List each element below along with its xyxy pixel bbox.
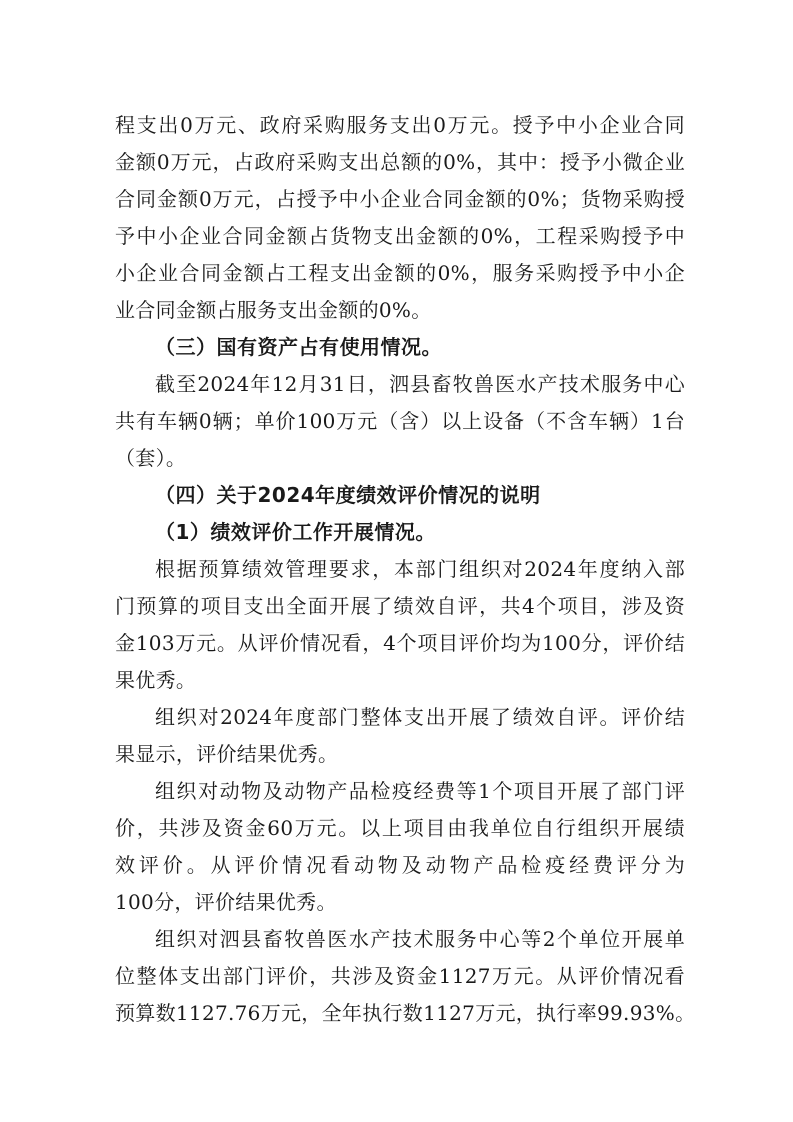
section-heading: （四）关于2024年度绩效评价情况的说明 xyxy=(155,483,541,507)
paragraph-line: 预算数1127.76万元，全年执行数1127万元，执行率99.93%。 xyxy=(115,1001,696,1025)
paragraph-line: 组织对泗县畜牧兽医水产技术服务中心等2个单位开展单 xyxy=(155,927,685,951)
subsection-heading: （1）绩效评价工作开展情况。 xyxy=(155,520,436,544)
paragraph-line: （套）。 xyxy=(115,446,187,470)
paragraph-line: 小企业合同金额占工程支出金额的0%，服务采购授予中小企 xyxy=(115,261,685,285)
paragraph-line: 门预算的项目支出全面开展了绩效自评，共4个项目，涉及资 xyxy=(115,594,685,618)
paragraph-line: 予中小企业合同金额占货物支出金额的0%，工程采购授予中 xyxy=(115,224,685,248)
paragraph-line: 合同金额0万元，占授予中小企业合同金额的0%；货物采购授 xyxy=(115,187,685,211)
paragraph-line: 果优秀。 xyxy=(115,668,197,692)
paragraph-line: 果显示，评价结果优秀。 xyxy=(115,742,339,766)
section-heading: （三）国有资产占有使用情况。 xyxy=(155,335,442,359)
paragraph-line: 共有车辆0辆；单价100万元（含）以上设备（不含车辆）1台 xyxy=(115,409,685,433)
paragraph-line: 100分，评价结果优秀。 xyxy=(115,890,337,914)
paragraph-line: 位整体支出部门评价，共涉及资金1127万元。从评价情况看 xyxy=(115,964,685,988)
paragraph-line: 效评价。从评价情况看动物及动物产品检疫经费评分为 xyxy=(115,853,685,877)
paragraph-line: 程支出0万元、政府采购服务支出0万元。授予中小企业合同 xyxy=(115,113,685,137)
paragraph-line: 组织对动物及动物产品检疫经费等1个项目开展了部门评 xyxy=(155,779,685,803)
paragraph-line: 根据预算绩效管理要求，本部门组织对2024年度纳入部 xyxy=(155,557,685,581)
paragraph-line: 价，共涉及资金60万元。以上项目由我单位自行组织开展绩 xyxy=(115,816,685,840)
paragraph-line: 金额0万元，占政府采购支出总额的0%，其中：授予小微企业 xyxy=(115,150,685,174)
paragraph-line: 业合同金额占服务支出金额的0%。 xyxy=(115,298,432,322)
paragraph-line: 截至2024年12月31日，泗县畜牧兽医水产技术服务中心 xyxy=(155,372,685,396)
paragraph-line: 金103万元。从评价情况看，4个项目评价均为100分，评价结 xyxy=(115,631,685,655)
paragraph-line: 组织对2024年度部门整体支出开展了绩效自评。评价结 xyxy=(155,705,685,729)
